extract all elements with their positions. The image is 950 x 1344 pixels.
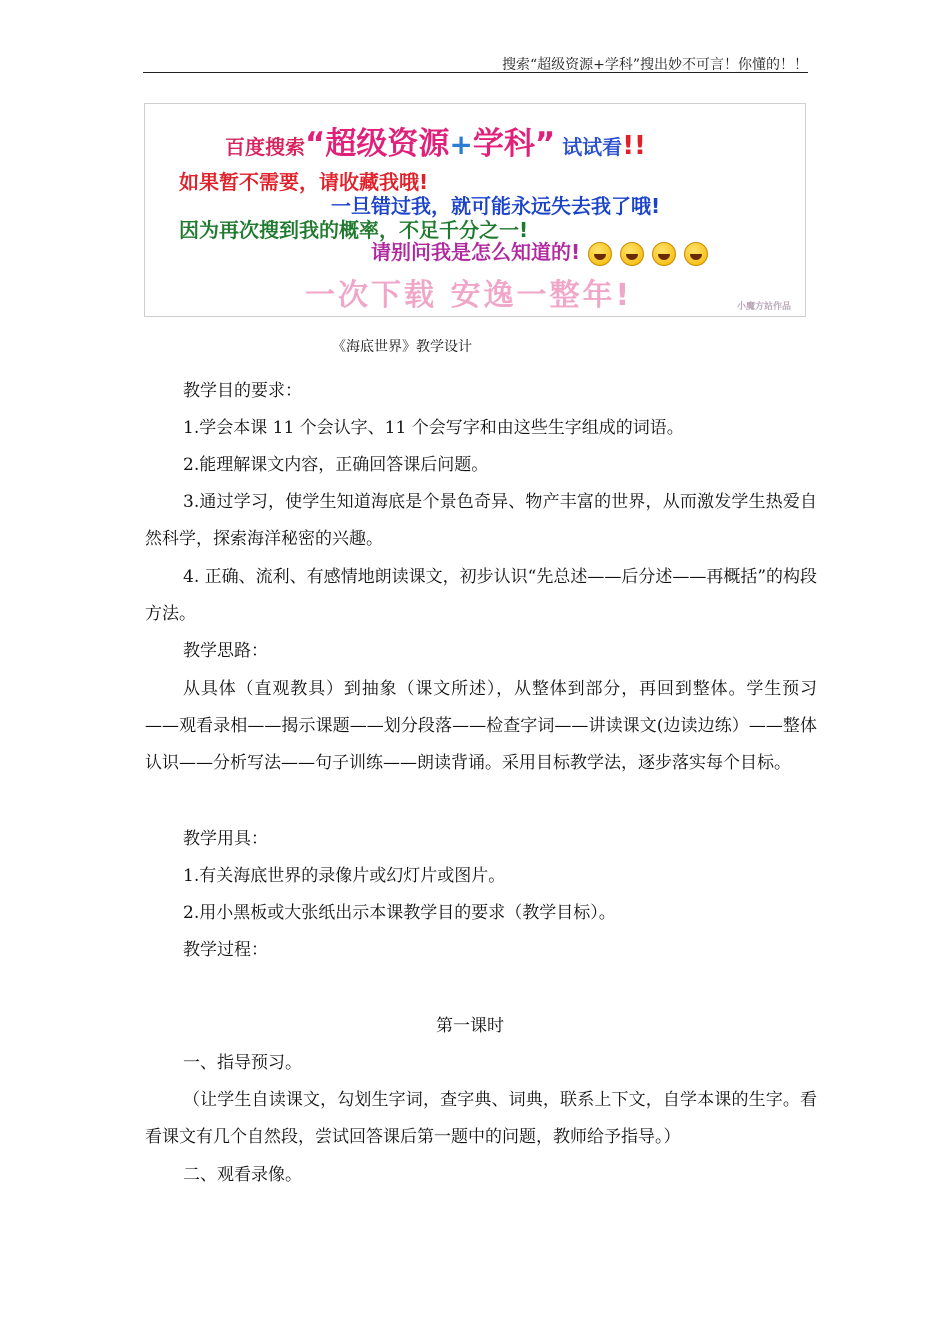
page-header-text: 搜索“超级资源+学科”搜出妙不可言！你懂的！！ (501, 57, 808, 73)
advertisement-banner (144, 103, 806, 317)
banner-try: 试试看 (562, 135, 623, 159)
tool-item-2: 2.用小黑板或大张纸出示本课教学目的要求（教学目标）。 (183, 903, 616, 923)
goal-item-1: 1.学会本课 11 个会认字、11 个会写字和由这些生字组成的词语。 (183, 418, 684, 438)
banner-exclaim: !! (622, 131, 646, 161)
goal-item-4: 4. 正确、流利、有感情地朗读课文，初步认识“先总述——后分述——再概括”的构段方法。 (145, 567, 818, 624)
banner-search-prefix: 百度搜索 (225, 135, 305, 159)
banner-keyword: “超级资源 (305, 126, 450, 162)
banner-line-1 (225, 118, 646, 163)
document-title: 《海底世界》教学设计 (332, 339, 472, 355)
section-title-first-lesson: 第一课时 (436, 1016, 504, 1036)
heading-teaching-tools: 教学用具： (183, 829, 268, 849)
goal-item-3: 3.通过学习，使学生知道海底是个景色奇异、物产丰富的世界，从而激发学生热爱自然科学，探索海洋秘密的兴趣。 (145, 492, 817, 549)
banner-line-5 (371, 236, 708, 266)
heading-teaching-goals: 教学目的要求： (183, 381, 302, 401)
step-2-heading: 二、观看录像。 (183, 1165, 302, 1185)
laughing-emoji-icon (620, 242, 644, 266)
tool-item-1: 1.有关海底世界的录像片或幻灯片或图片。 (183, 866, 506, 886)
banner-line-6: 一次下载 安逸一整年! (305, 278, 633, 313)
goal-item-2: 2.能理解课文内容，正确回答课后问题。 (183, 455, 489, 475)
banner-line-5-text: 请别问我是怎么知道的! (371, 240, 581, 264)
header-divider (143, 72, 808, 73)
banner-line-4: 因为再次搜到我的概率，不足千分之一! (179, 218, 529, 242)
laughing-emoji-icon (588, 242, 612, 266)
banner-credit: 小魔方站作品 (736, 302, 791, 312)
banner-line-3: 一旦错过我，就可能永远失去我了哦! (331, 194, 661, 218)
step-1-detail: （让学生自读课文，勾划生字词，查字典、词典，联系上下文，自学本课的生字。看看课文有几个自然段，尝试回答课后第一题中的问题，教师给予指导。） (145, 1090, 817, 1147)
grinning-emoji-icon (652, 242, 676, 266)
heading-teaching-approach: 教学思路： (183, 641, 268, 661)
heading-teaching-process: 教学过程： (183, 940, 268, 960)
approach-paragraph: 从具体（直观教具）到抽象（课文所述），从整体到部分，再回到整体。学生预习——观看录相——揭示课题——划分段落——检查字词——讲读课文(边读边练）——整体认识——分析写法——句子训练——朗读背诵。采用目标教学法，逐步落实每个目标。 (145, 679, 817, 773)
banner-line-2: 如果暂不需要，请收藏我哦! (179, 170, 429, 194)
banner-subject: 学科” (472, 126, 556, 162)
grinning-emoji-icon (684, 242, 708, 266)
banner-plus: + (449, 128, 473, 161)
step-1-heading: 一、指导预习。 (183, 1053, 302, 1073)
